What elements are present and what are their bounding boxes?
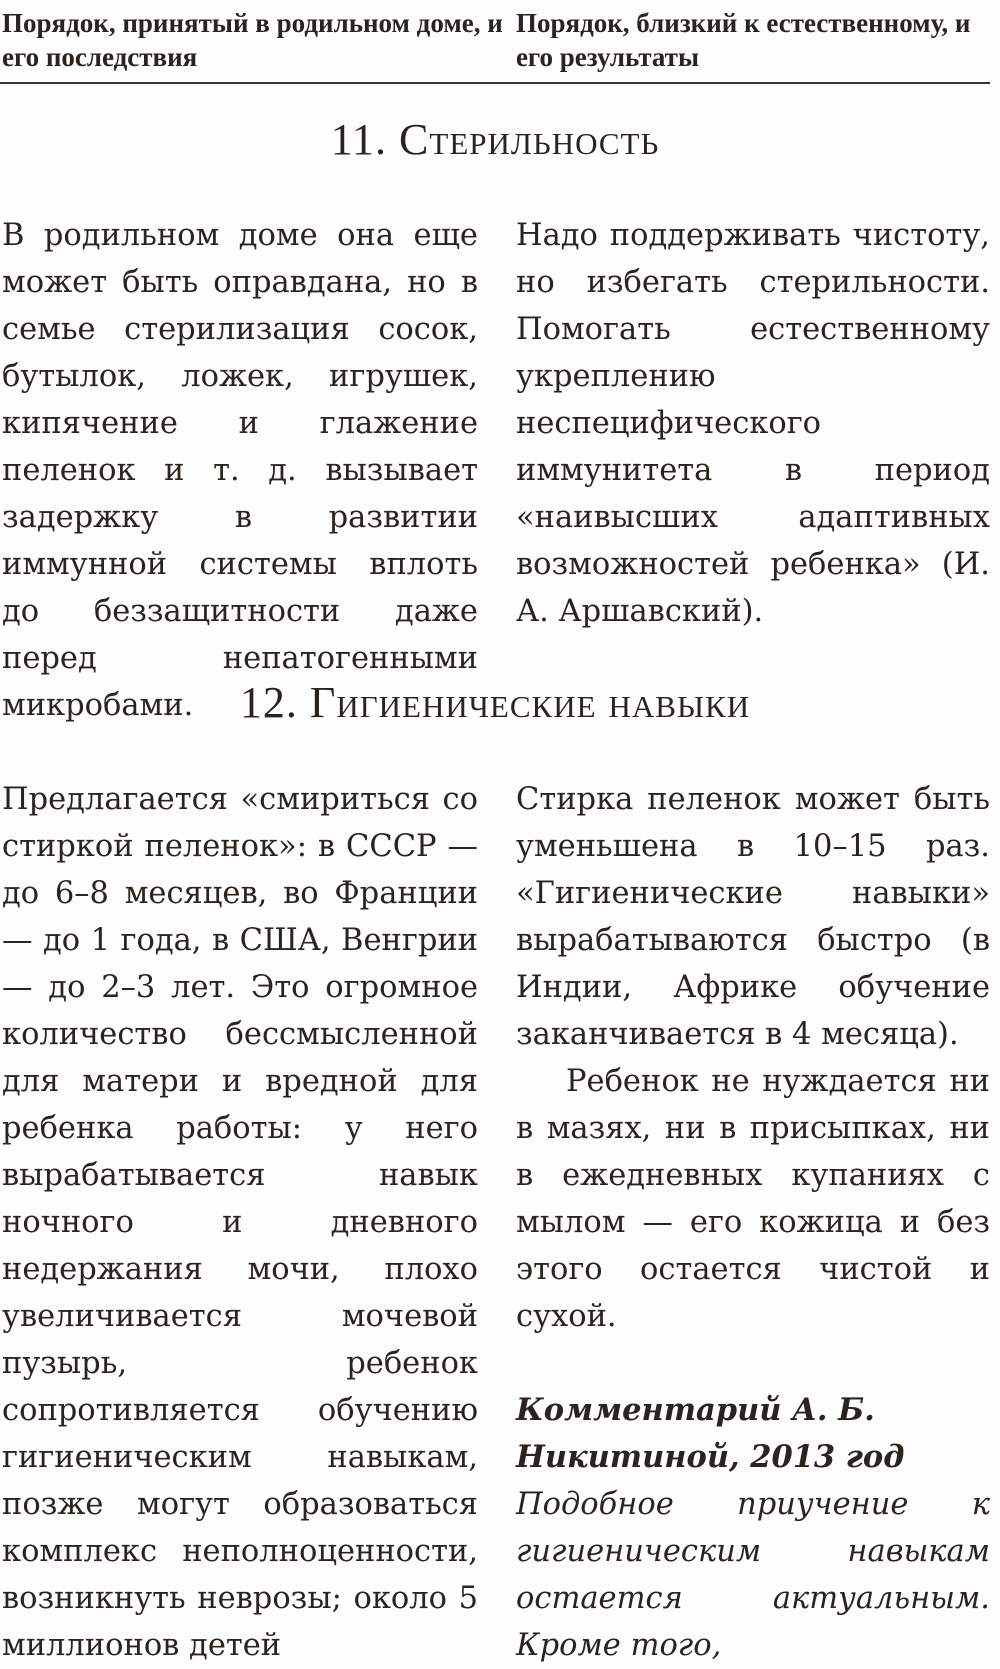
section-11-right-text — [516, 212, 990, 635]
paragraph: Надо поддерживать чистоту, но избегать стерильности. Помогать естественному укреплению неспецифического иммунитета в период «наивысших адаптивных возможностей ребенка» (И. А. Аршавский). — [516, 218, 990, 629]
comment-text: Подобное приучение к гигиеническим навыкам остается актуальным. Кроме того, — [516, 1487, 990, 1663]
section-12-left-text — [2, 776, 478, 1669]
section-title-sterility: 11. Стерильность — [330, 115, 660, 164]
header-left-column: Порядок, принятый в родильном доме, и его последствия — [2, 8, 503, 72]
section-11-left-text — [2, 212, 478, 729]
section-title-hygiene-skills: 12. Гигиенические навыки — [239, 678, 751, 727]
header-right-column: Порядок, близкий к естественному, и его результаты — [515, 8, 971, 72]
paragraph: Стирка пеленок может быть уменьшена в 10–15 раз. «Гигиенические навыки» вырабатываются быстро (в Индии, Африке обучение заканчивается в 4 месяца). — [516, 782, 990, 1052]
table-header — [0, 6, 990, 84]
comment-heading: Комментарий А. Б. Никитиной, 2013 год — [516, 1392, 905, 1475]
paragraph: В родильном доме она еще может быть оправдана, но в семье стерилизация сосок, бутылок, ложек, игрушек, кипячение и глажение пеленок и т. д. вызывает задержку в развитии иммунной системы вплоть до беззащитности даже перед непатогенными микробами. — [2, 218, 478, 723]
section-12-right-text — [516, 776, 990, 1669]
paragraph: Ребенок не нуждается ни в мазях, ни в присыпках, ни в ежедневных купаниях с мылом — его кожица и без этого остается чистой и сухой. — [516, 1064, 990, 1334]
paragraph: Предлагается «смириться со стиркой пеленок»: в СССР — до 6–8 месяцев, во Франции — до 1 года, в США, Венгрии — до 2–3 лет. Это огромное количество бессмысленной для матери и вредной для ребенка работы: у него вырабатывается навык ночного и дневного недержания мочи, плохо увеличивается мочевой пузырь, ребенок сопротивляется обучению гигиеническим навыкам, позже могут образоваться комплекс неполноценности, возникнуть неврозы; около 5 миллионов детей — [2, 782, 478, 1663]
